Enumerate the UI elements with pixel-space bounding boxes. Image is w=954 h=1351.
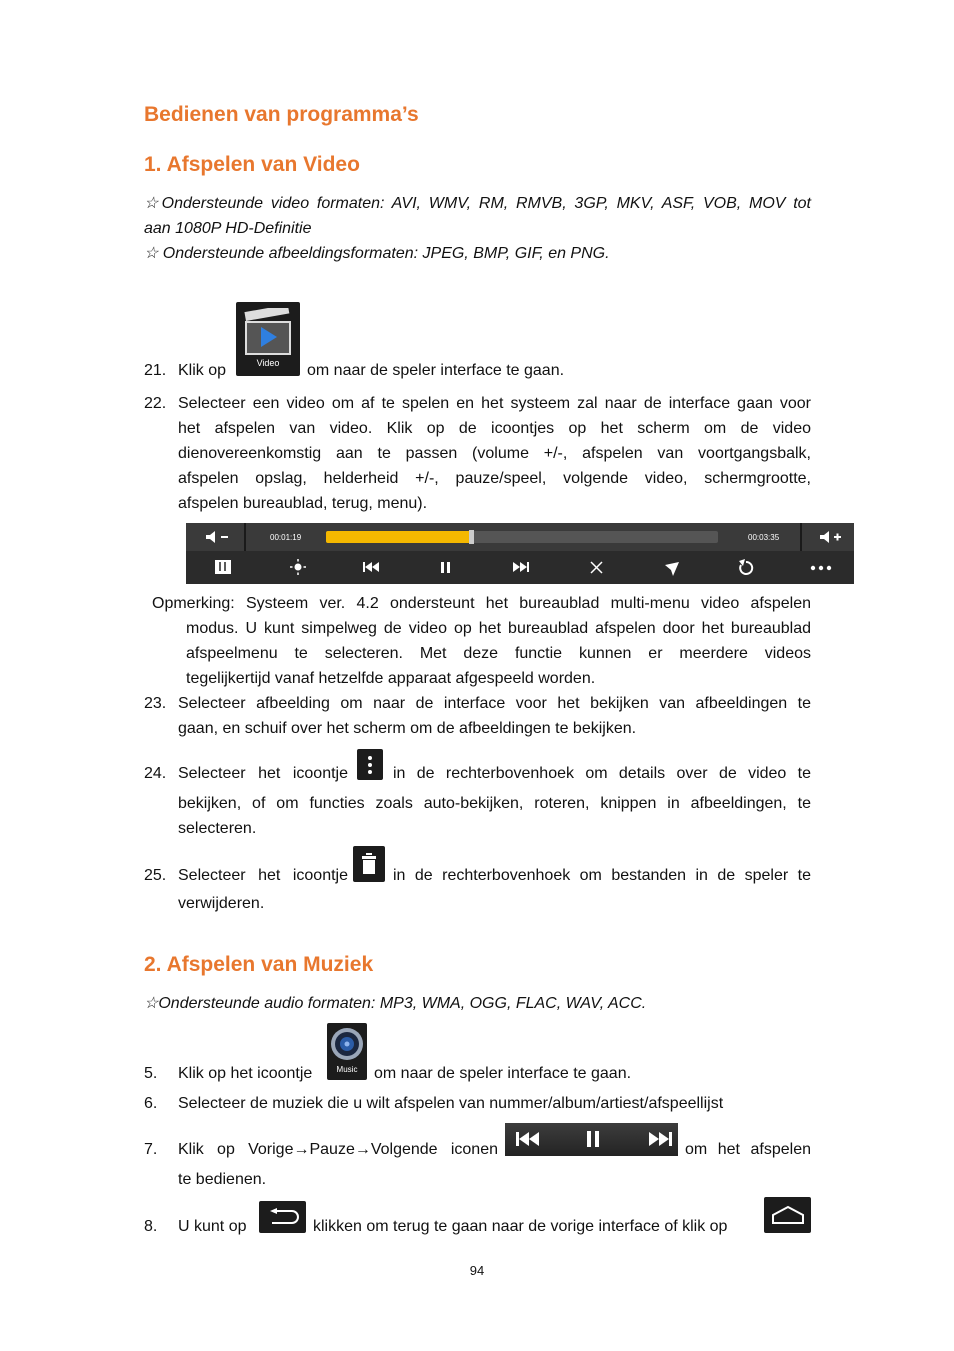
item-25-line: verwijderen. — [178, 895, 265, 912]
item-25-text: Selecteer het icoontje in de rechterbovenhoek om bestanden in de speler te — [178, 867, 811, 884]
list-number: 8. — [144, 1218, 158, 1235]
item-text: Klik op het icoontje — [178, 1065, 313, 1082]
list-number: 5. — [144, 1065, 158, 1082]
home-icon[interactable] — [764, 1197, 811, 1233]
music-icon-label: Music — [336, 1065, 358, 1074]
item-text: U kunt op — [178, 1218, 247, 1235]
progress-track[interactable] — [326, 531, 718, 543]
item-23-text: Selecteer afbeelding om naar de interface voor het bekijken van afbeeldingen te gaan, en schuif over het scherm om de afbeeldingen te bekijken. — [178, 695, 811, 737]
pause-icon[interactable] — [440, 561, 452, 574]
page-number: 94 — [469, 1263, 485, 1278]
fullscreen-icon[interactable] — [590, 561, 603, 574]
video-player-controls — [186, 523, 854, 584]
page-title: Bedienen van programma’s — [144, 103, 419, 126]
music-app-icon[interactable] — [327, 1023, 367, 1080]
item-text: om naar de speler interface te gaan. — [374, 1065, 632, 1082]
previous-icon[interactable] — [515, 1131, 541, 1147]
next-icon[interactable] — [648, 1131, 674, 1147]
list-number: 7. — [144, 1141, 158, 1158]
item-text: om naar de speler interface te gaan. — [307, 362, 565, 379]
list-number: 6. — [144, 1095, 158, 1112]
item-text: klikken om terug te gaan naar de vorige interface of klik op — [313, 1218, 728, 1235]
trash-icon[interactable] — [353, 846, 385, 882]
menu-icon[interactable] — [810, 565, 832, 571]
item-22-text: Selecteer een video om af te spelen en het systeem zal naar de interface gaan voor het afspelen van video. Klik op de icoontjes op het scherm om de video dienovereenkomstig aan te passen (volume +/-, afspelen van voortgangsbalk, afspelen opslag, helderheid +/-, pauze/speel, volgende video, schermgrootte, afspelen bureaublad, terug, menu). — [178, 395, 811, 512]
video-formats: ☆Ondersteunde video formaten: AVI, WMV, RM, RMVB, 3GP, MKV, ASF, VOB, MOV tot aan 1080P HD-Definitie ☆ Ondersteunde afbeeldingsformaten: JPEG, BMP, GIF, en PNG. — [144, 195, 811, 262]
item-text: om het afspelen — [685, 1141, 811, 1158]
progress-thumb[interactable] — [469, 530, 474, 544]
pause-icon[interactable] — [585, 1130, 601, 1148]
time-total: 00:03:35 — [748, 533, 780, 542]
item-text: te bedienen. — [178, 1171, 267, 1188]
section-heading-music: 2. Afspelen van Muziek — [144, 953, 374, 976]
item-text: Klik op Vorige→Pauze→Volgende iconen — [178, 1141, 498, 1158]
list-number: 22. — [144, 395, 167, 412]
volume-down-icon[interactable] — [204, 529, 236, 545]
list-number: 25. — [144, 867, 167, 884]
previous-icon[interactable] — [362, 561, 380, 573]
item-text: Klik op — [178, 362, 227, 379]
item-text: Selecteer de muziek die u wilt afspelen van nummer/album/artiest/afspeellijst — [178, 1095, 724, 1112]
list-number: 23. — [144, 695, 167, 712]
back-arrow-icon[interactable] — [259, 1201, 306, 1233]
progress-fill — [326, 531, 471, 543]
list-number: 21. — [144, 362, 167, 379]
item-24-text: Selecteer het icoontje in de rechterbovenhoek om details over de video te — [178, 765, 811, 782]
speaker-icon — [330, 1027, 364, 1061]
note: Opmerking: Systeem ver. 4.2 ondersteunt het bureaublad multi-menu video afspelen modus. U kunt simpelweg de video op het bureaublad afspelen door het bureaublad afspeelmenu te selecteren. Met deze functie kunnen er meerdere videos tegelijkertijd vanaf hetzelfde apparaat afgespeeld worden. — [152, 595, 811, 687]
next-icon[interactable] — [512, 561, 530, 573]
video-icon-label: Video — [256, 358, 280, 368]
overflow-menu-icon[interactable] — [357, 749, 383, 780]
audio-formats: ☆Ondersteunde audio formaten: MP3, WMA, OGG, FLAC, WAV, ACC. — [144, 995, 647, 1012]
list-number: 24. — [144, 765, 167, 782]
volume-up-icon[interactable] — [820, 529, 848, 545]
brightness-icon[interactable] — [290, 559, 306, 575]
music-controls — [505, 1123, 678, 1156]
section-heading-video: 1. Afspelen van Video — [144, 153, 360, 176]
playlist-icon[interactable] — [214, 559, 232, 575]
clapperboard-icon — [243, 308, 293, 356]
desktop-play-icon[interactable] — [664, 561, 680, 577]
back-icon[interactable] — [737, 559, 755, 577]
time-current: 00:01:19 — [270, 533, 302, 542]
video-app-icon[interactable] — [236, 302, 300, 376]
